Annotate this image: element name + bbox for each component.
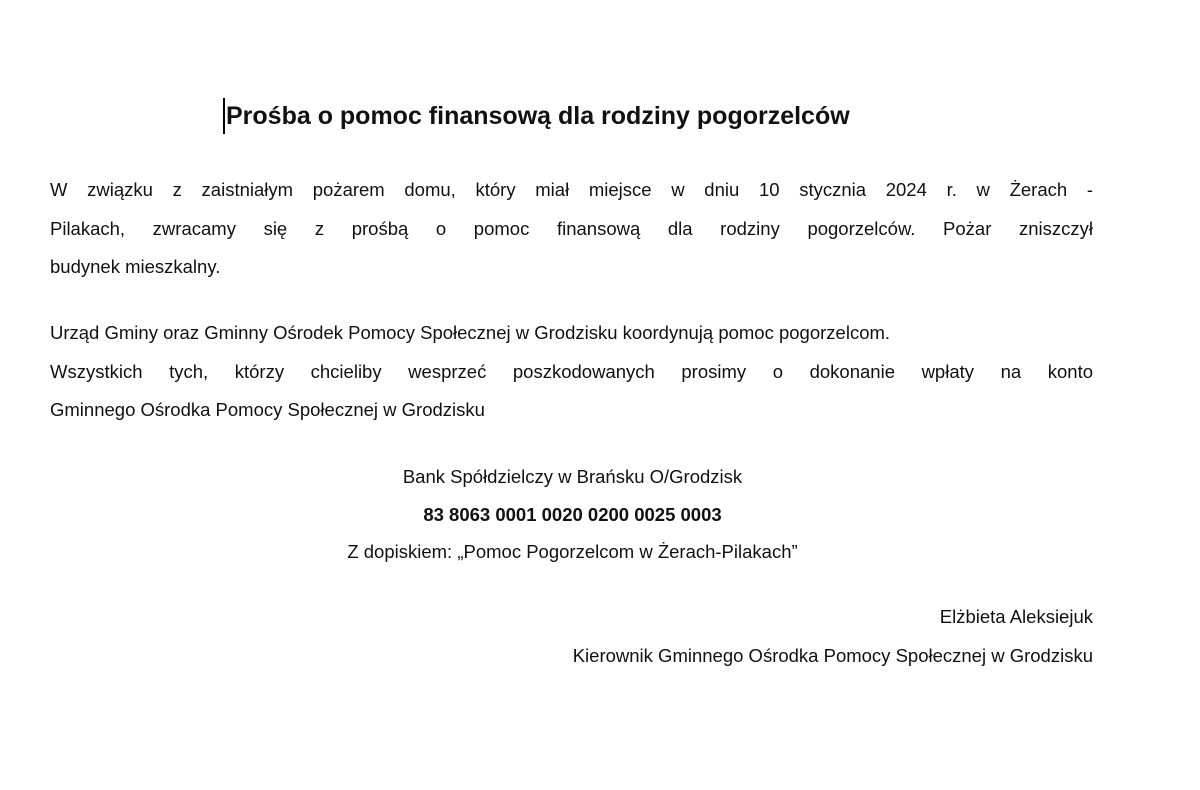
bank-account-number: 83 8063 0001 0020 0200 0025 0003 (423, 503, 722, 525)
paragraph-line: Urząd Gminy oraz Gminny Ośrodek Pomocy Społecznej w Grodzisku koordynują pomoc pogorzelcom. (50, 322, 891, 343)
paragraph-line: budynek mieszkalny. (50, 256, 221, 277)
paragraph-aid-coordination (50, 314, 1093, 430)
signatory-position: Kierownik Gminnego Ośrodka Pomocy Społecznej w Grodzisku (572, 645, 1093, 666)
signature-block (573, 597, 1093, 675)
paragraph-line: W związku z zaistniałym pożarem domu, który miał miejsce w dniu 10 stycznia 2024 r. w Żerach - (50, 179, 1093, 200)
bank-name: Bank Spółdzielczy w Brańsku O/Grodzisk (402, 466, 743, 487)
paragraph-line: Gminnego Ośrodka Pomocy Społecznej w Grodzisku (50, 399, 485, 420)
paragraph-line: Wszystkich tych, którzy chcieliby wesprzeć poszkodowanych prosimy o dokonanie wpłaty na konto (50, 360, 1093, 382)
transfer-note: Z dopiskiem: „Pomoc Pogorzelcom w Żerach-Pilakach” (347, 541, 798, 562)
text-cursor (223, 98, 225, 134)
paragraph-line: Pilakach, zwracamy się z prośbą o pomoc finansową dla rodziny pogorzelców. Pożar zniszczył (50, 217, 1093, 239)
bank-details (0, 458, 1145, 571)
signatory-name: Elżbieta Aleksiejuk (939, 606, 1093, 627)
paragraph-fire-info (50, 171, 1093, 287)
document-title: Prośba o pomoc finansową dla rodziny pogorzelców (226, 102, 850, 130)
